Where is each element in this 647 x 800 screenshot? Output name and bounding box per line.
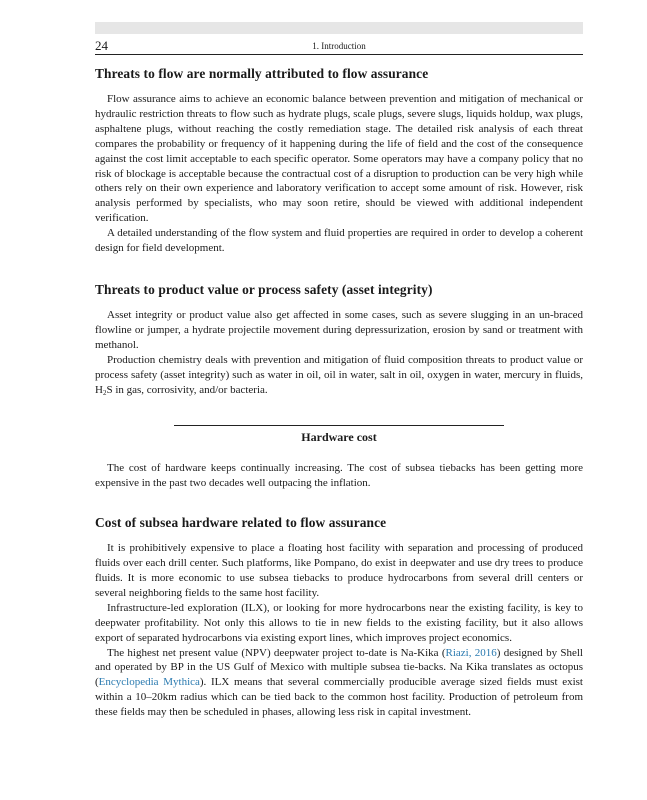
section-heading-subsea-hardware: Cost of subsea hardware related to flow assurance (95, 515, 387, 531)
top-shade-bar (95, 22, 583, 34)
section-heading-hardware-cost: Hardware cost (174, 425, 504, 445)
citation-link-encyclopedia-mythica[interactable]: Encyclopedia Mythica (98, 676, 200, 689)
page-header (95, 38, 583, 55)
text-run: ). ILX means that several commercially producible average sized fields must exist within a 10–20km radius which can be tied back to the common host facility. Production of petroleum from these fields may then be scheduled in phases, allowing less risk in capital investment. (95, 676, 583, 719)
page-number: 24 (95, 38, 108, 53)
paragraph: Asset integrity or product value also get affected in some cases, such as severe slugging in an un-braced flowline or jumper, a hydrate projectile movement during depressurization, erosion by sand or treatment with methanol. (95, 308, 583, 351)
paragraph: A detailed understanding of the flow system and fluid properties are required in order to develop a coherent design for field development. (95, 227, 583, 255)
section-heading-flow-threats: Threats to flow are normally attributed to flow assurance (95, 66, 429, 81)
paragraph (95, 646, 583, 721)
text-run: The highest net present value (NPV) deepwater project to-date is Na-Kika ( (107, 646, 446, 659)
text-run: S in gas, corrosivity, and/or bacteria. (106, 383, 268, 396)
paragraph: Infrastructure-led exploration (ILX), or looking for more hydrocarbons near the existing facility, is key to deepwater profitability. Not only this allows to tie in new fields to the existing facility, but it also allows export of separated hydrocarbons via existing export lines, which improves project economics. (95, 601, 583, 644)
paragraph: The cost of hardware keeps continually increasing. The cost of subsea tiebacks has been getting more expensive in the past two decades well outpacing the inflation. (95, 462, 583, 490)
text-run: ) designed by Shell and operated by BP in the US Gulf of Mexico with multiple subsea tie-backs. Na Kika translates as octopus ( (95, 646, 583, 689)
page-body (95, 66, 583, 720)
running-head: 1. Introduction (312, 41, 366, 51)
subscript: 2 (102, 388, 107, 397)
paragraph: Flow assurance aims to achieve an economic balance between prevention and mitigation of mechanical or hydraulic restriction threats to flow such as hydrate plugs, scale plugs, severe slugs, liquids holdup, wax plugs, asphaltene plugs, without reaching the costly remediation stage. The detailed risk analysis of each threat compares the probability or frequency of it happening during the life of field and the cost of the consequence against the cost limit acceptable to each specific operator. Some operators may have a company policy that no risk of blockage is acceptable because the contractual cost of a disruption to production can be very high while others rely on their own experience and laboratory verification to accept some amount of risk. However, risk analysis performed by specialists, who may soon retire, should be viewed with additional independent verification. (95, 93, 583, 225)
section-heading-asset-integrity: Threats to product value or process safety (asset integrity) (95, 281, 433, 297)
text-run: Production chemistry deals with prevention and mitigation of fluid composition threats to product value or process safety (asset integrity) such as water in oil, oil in water, salt in oil, oxygen in water, mercury in fluids, H (95, 353, 583, 396)
citation-link-riazi[interactable]: Riazi, 2016 (445, 646, 497, 659)
paragraph (95, 353, 583, 398)
paragraph: It is prohibitively expensive to place a floating host facility with separation and processing of produced fluids over each drill center. Such platforms, like Pompano, do exist in deepwater and use dry trees to produce fluids. It is more economic to use subsea tiebacks to produce hydrocarbons from several drill centers or several neighboring fields to the same host facility. (95, 542, 583, 599)
